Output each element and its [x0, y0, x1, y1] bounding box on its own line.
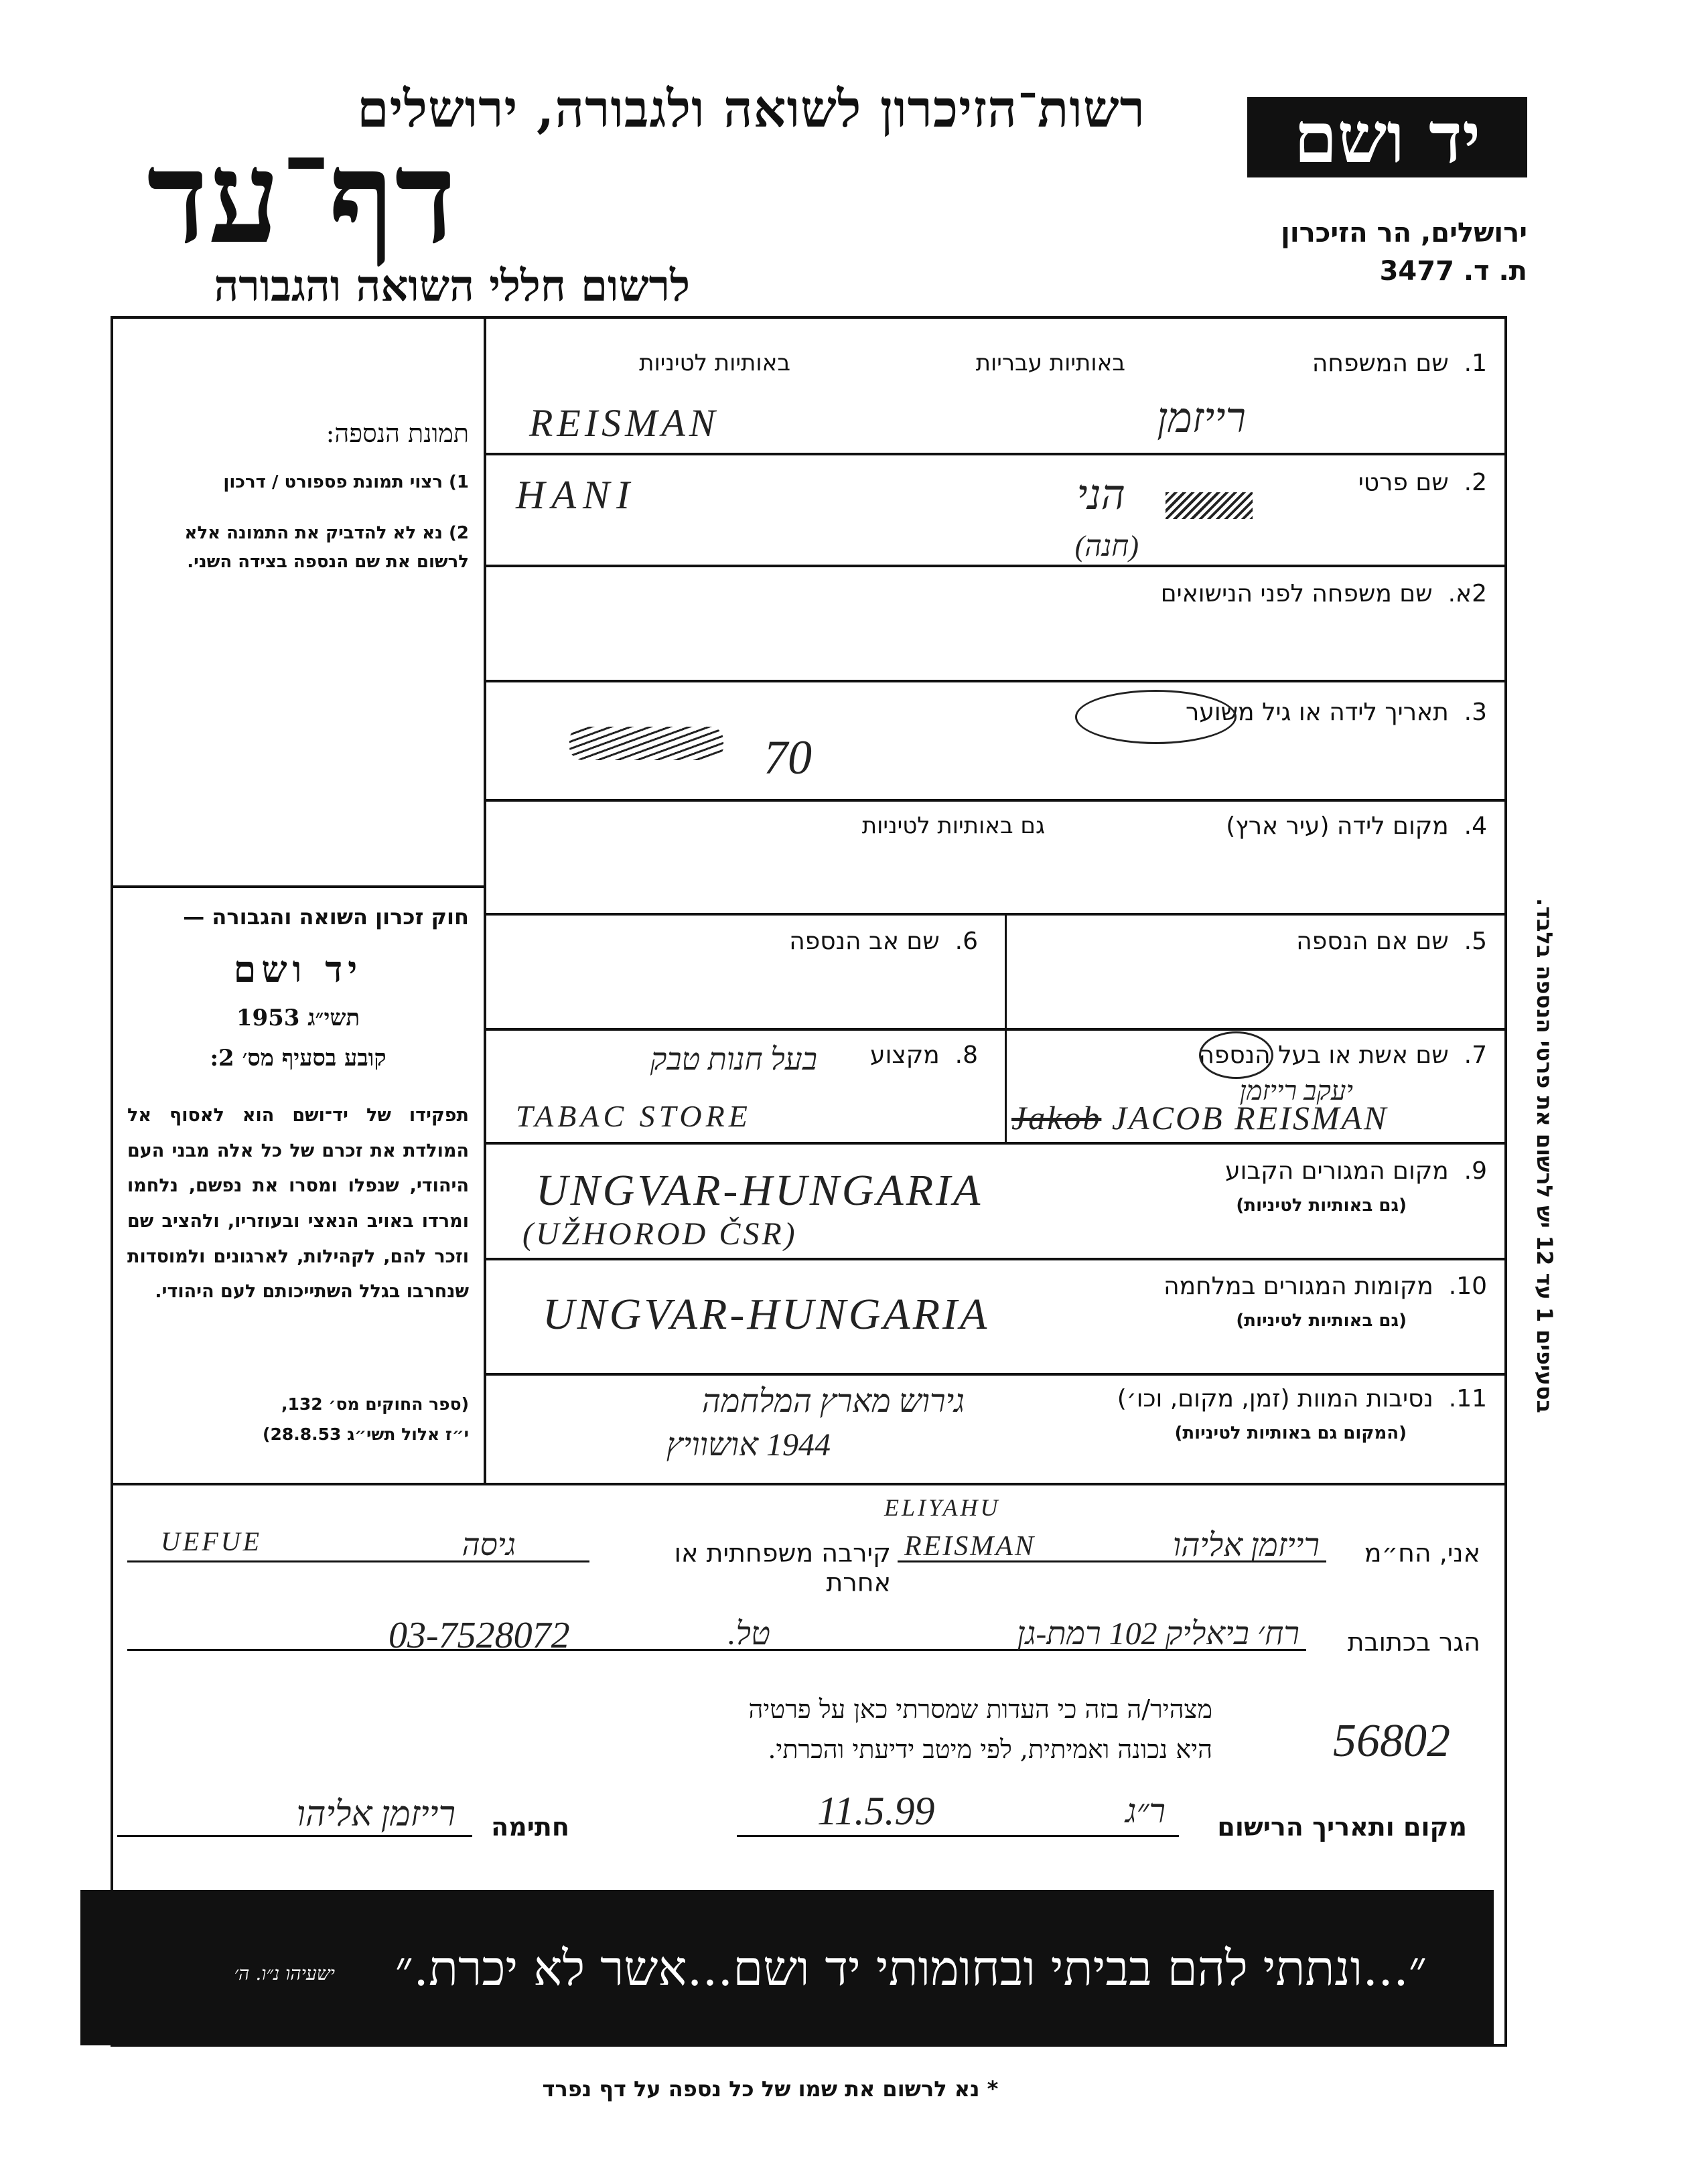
field-2-value-hebrew[interactable]: הני	[1076, 473, 1125, 518]
field-2-strikeout	[1166, 492, 1253, 519]
row-sep-3	[486, 680, 1506, 682]
field-4-text: מקום לידה (עיר ארץ)	[1226, 812, 1449, 840]
law-text: תפקידו של יד־ושם הוא לאסוף אל המולדת את זכרם של כל אלה מבני העם היהודי, שנפלו ומסרו את נפשם, נלחמו ומרדו באויב הנאצי ובעוזריו, ולהציב שם וזכר להם, לקהילות, לארגונים ולמוסדות שנחרבו בגלל השתייכותם לעם היהודי.	[127, 1105, 469, 1303]
row-sep-5	[486, 913, 1506, 916]
field-9-text: מקום המגורים הקבוע	[1225, 1157, 1449, 1185]
field-8-number: 8.	[955, 1041, 978, 1069]
photo-box-note-1: 1) רצוי תמונת פספורט / דרכון	[223, 472, 469, 492]
signature-label: חתימה	[491, 1812, 569, 1842]
field-2-value-alt[interactable]: (חנה)	[1074, 530, 1139, 563]
declarant-name-latin-first[interactable]: ELIYAHU	[884, 1494, 1001, 1521]
field-3-value[interactable]: 70	[764, 731, 812, 784]
address-line-2: ת. ד. 3477	[1379, 256, 1527, 287]
field-7-circle-mark	[1199, 1031, 1273, 1079]
row-sep-6	[486, 1028, 1506, 1031]
field-3-text: תאריך לידה או גיל משוער	[1186, 699, 1449, 726]
field-7-text: שם אשת או בעל הנספה	[1198, 1041, 1449, 1069]
signature-line	[117, 1835, 472, 1837]
phone-label: טל.	[727, 1616, 770, 1652]
logo-text: יד ושם	[1293, 96, 1481, 179]
registration-place[interactable]: ר״ג	[1125, 1792, 1166, 1830]
field-3-number: 3.	[1464, 699, 1487, 726]
field-3-scribble	[569, 727, 723, 760]
field-9-value-2[interactable]: (UŽHOROD ČSR)	[522, 1216, 798, 1252]
law-reference-2: י״ז אלול תשי״ג 28.8.53)	[263, 1425, 469, 1444]
declarant-prefix: אני, הח״מ	[1364, 1538, 1480, 1568]
relation-line	[127, 1560, 589, 1562]
law-name: יד ושם	[233, 948, 363, 991]
relation-value[interactable]: גיסה	[462, 1528, 516, 1562]
field-11-text: נסיבות המוות (זמן, מקום, וכו׳)	[1117, 1385, 1433, 1412]
form-title: דף־עד	[147, 123, 456, 272]
declarant-name-hebrew[interactable]: רייזמן אליהו	[1172, 1528, 1320, 1563]
place-date-label: מקום ותאריך הרישום	[1217, 1812, 1467, 1842]
field-8-value-latin[interactable]: TABAC STORE	[516, 1099, 752, 1133]
field-9-sub: (גם באותיות לטיניות)	[1236, 1195, 1407, 1216]
relation-label: קירבה משפחתית או אחרת	[674, 1538, 891, 1597]
field-10-value[interactable]: UNGVAR-HUNGARIA	[543, 1290, 990, 1339]
place-date-line	[737, 1835, 1179, 1837]
photo-box-title: תמונת הנספה:	[326, 419, 469, 448]
field-7-number: 7.	[1464, 1041, 1487, 1069]
field-8-text: מקצוע	[870, 1041, 940, 1069]
field-4-number: 4.	[1464, 812, 1487, 840]
row-sep-9	[486, 1373, 1506, 1376]
field-8-label	[831, 1041, 978, 1069]
field-1-value-hebrew[interactable]: רייזמן	[1157, 396, 1246, 441]
field-7-value-name: JACOB REISMAN	[1111, 1099, 1389, 1137]
left-column-divider	[484, 319, 486, 1484]
field-2a-label	[1005, 580, 1487, 607]
photo-box-note-2: 2) נא לא להדביק את התמונה אלא לרשום את שם הנספה בצידה השני.	[184, 523, 469, 572]
law-year: תשי״ג 1953	[236, 1005, 360, 1031]
registration-date[interactable]: 11.5.99	[817, 1789, 935, 1833]
field-7-label	[1072, 1041, 1487, 1069]
field-9-label	[1072, 1157, 1487, 1185]
declaration-line-1: מצהיר/ה בזה כי העדות שמסרתי כאן על פרטיה	[748, 1694, 1212, 1724]
quote-source: ישעיהו נ״ו. ה׳	[234, 1962, 335, 1984]
field-1-hebrew-header: באותיות עבריות	[975, 350, 1125, 376]
field-7-value-latin[interactable]	[1011, 1098, 1494, 1137]
field-10-number: 10.	[1448, 1272, 1487, 1300]
form-subtitle: לרשום חללי השואה והגבורה	[214, 261, 690, 311]
field-10-sub: (גם באותיות לטיניות)	[1236, 1311, 1407, 1331]
declarant-name-latin-last[interactable]: REISMAN	[904, 1531, 1036, 1562]
field-2-value-latin[interactable]: HANI	[516, 473, 636, 517]
address-value[interactable]: רח׳ ביאליק 102 רמת-גן	[1017, 1616, 1299, 1652]
field-1-text: שם המשפחה	[1312, 350, 1449, 377]
field-1-value-latin[interactable]: REISMAN	[529, 401, 719, 445]
field-6-text: שם אב הנספה	[789, 928, 940, 955]
yad-vashem-logo	[1247, 97, 1527, 177]
law-clause: קובע בסעיף מס׳ 2:	[210, 1045, 386, 1072]
declaration-line-2: היא נכונה ואמיתית, לפי מיטב ידיעתי והכרתי.	[768, 1735, 1212, 1764]
field-6-number: 6.	[955, 928, 978, 955]
field-1-label	[1139, 350, 1487, 377]
field-2-number: 2.	[1464, 469, 1487, 496]
field-11-value-1[interactable]: גירוש מארץ המלחמה	[701, 1384, 965, 1419]
field-11-label	[978, 1385, 1487, 1412]
field-5-number: 5.	[1464, 928, 1487, 955]
field-8-value-hebrew[interactable]: בעל חנות טבק	[650, 1042, 817, 1076]
photo-law-divider	[113, 885, 486, 888]
field-3-circle-mark	[1075, 690, 1237, 744]
registration-number[interactable]: 56802	[1333, 1715, 1450, 1767]
field-9-number: 9.	[1464, 1157, 1487, 1185]
quote-text: ״...ונתתי להם בביתי ובחומותי יד ושם...אשר לא יכרת.״	[395, 1940, 1427, 1996]
bottom-note: * נא לרשום את שמו של כל נספה על דף נפרד	[542, 2076, 999, 2102]
field-5-text: שם אם הנספה	[1296, 928, 1449, 955]
address-line-1: ירושלים, הר הזיכרון	[1281, 218, 1527, 248]
field-4-latin-header: גם באותיות לטיניות	[861, 812, 1045, 839]
field-10-text: מקומות המגורים במלחמה	[1164, 1272, 1433, 1300]
field-4-label	[1072, 812, 1487, 840]
address-label: הגר בכתובת	[1347, 1627, 1480, 1657]
field-2a-number: 2א.	[1448, 580, 1487, 607]
field-11-value-2[interactable]: 1944 אושוויץ	[666, 1427, 831, 1463]
row-sep-2	[486, 565, 1506, 567]
field-7-value-hebrew[interactable]: יעקב רייזמן	[1239, 1076, 1353, 1106]
field-5-label	[1139, 928, 1487, 955]
field-7-value-prefix: Jakob	[1011, 1099, 1102, 1137]
signature-value[interactable]: רייזמן אליהו	[296, 1796, 455, 1834]
declarant-divider	[113, 1483, 1506, 1485]
row-sep-7	[486, 1142, 1506, 1145]
field-1-number: 1.	[1464, 350, 1487, 377]
side-note: בסעיפים 1 עד 12 יש לרשום את פרטי הנספה בלבד.	[1532, 897, 1557, 1413]
quote-banner	[80, 1890, 1494, 2045]
phone-value[interactable]: 03-7528072	[389, 1615, 570, 1656]
law-title: חוק זכרון השואה והגבורה —	[183, 904, 469, 930]
row-5-6-divider	[1005, 916, 1007, 1143]
row-sep-1	[486, 453, 1506, 455]
row-sep-8	[486, 1258, 1506, 1260]
field-11-number: 11.	[1448, 1385, 1487, 1412]
field-2-text: שם פרטי	[1358, 469, 1449, 496]
field-6-label	[670, 928, 978, 955]
authority-title: רשות־הזיכרון לשואה ולגבורה, ירושלים	[357, 79, 1145, 139]
field-1-latin-header: באותיות לטיניות	[639, 350, 790, 376]
row-sep-4	[486, 799, 1506, 802]
field-9-value-1[interactable]: UNGVAR-HUNGARIA	[536, 1166, 983, 1215]
field-11-sub: (המקום גם באותיות לטיניות)	[1174, 1423, 1407, 1443]
law-reference-1: (ספר החוקים מס׳ 132,	[281, 1394, 469, 1414]
relation-value-latin[interactable]: UEFUE	[161, 1526, 263, 1556]
field-2a-text: שם משפחה לפני הנישואים	[1160, 580, 1433, 607]
